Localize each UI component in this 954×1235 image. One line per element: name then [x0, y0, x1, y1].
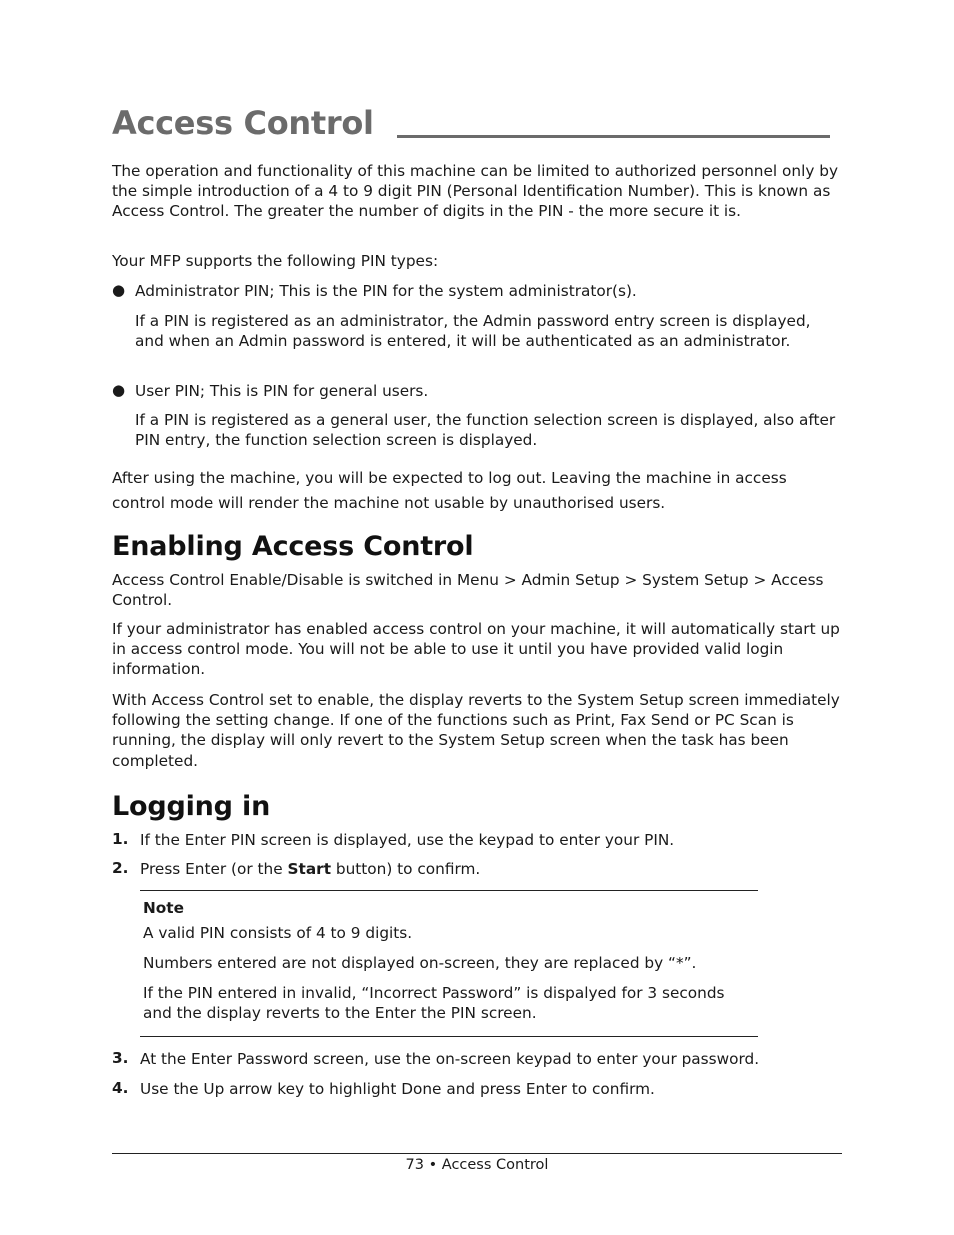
note-top-rule: [140, 890, 758, 891]
page-footer: [112, 1157, 842, 1173]
step-number: 2.: [112, 859, 129, 877]
enabling-paragraph-3: With Access Control set to enable, the display reverts to the System Setup screen immediately following the setting change. If one of the functions such as Print, Fax Send or PC Scan is running, the display will only revert to the System Setup screen when the task has been completed.: [112, 691, 840, 770]
start-button-label: Start: [287, 860, 332, 878]
step-text-post: button) to confirm.: [331, 860, 481, 878]
step-text: At the Enter Password screen, use the on-screen keypad to enter your password.: [140, 1050, 760, 1068]
bullet-admin-pin: Administrator PIN; This is the PIN for the system administrator(s).: [135, 282, 637, 300]
footer-rule: [112, 1153, 842, 1154]
section-heading-logging: Logging in: [112, 791, 271, 822]
note-line: A valid PIN consists of 4 to 9 digits.: [143, 924, 413, 942]
page-number: 73: [405, 1157, 424, 1173]
enabling-paragraph-1: Access Control Enable/Disable is switched in Menu > Admin Setup > System Setup > Access Control.: [112, 571, 824, 610]
step-text: Use the Up arrow key to highlight Done and press Enter to confirm.: [140, 1080, 655, 1098]
footer-separator: •: [428, 1157, 438, 1173]
step-text-pre: Press Enter (or the: [140, 860, 288, 878]
note-line: Numbers entered are not displayed on-screen, they are replaced by “*”.: [143, 954, 697, 972]
step-text: [140, 859, 842, 879]
footer-section: Access Control: [441, 1157, 549, 1173]
note-bottom-rule: [140, 1036, 758, 1037]
step-number: 3.: [112, 1049, 129, 1067]
intro-paragraph-1: The operation and functionality of this machine can be limited to authorized personnel only by the simple introduction of a 4 to 9 digit PIN (Personal Identification Number). This is known as Access Control. The greater the number of digits in the PIN - the more secure it is.: [112, 162, 838, 221]
note-label: Note: [143, 899, 184, 917]
step-number: 1.: [112, 830, 129, 848]
enabling-paragraph-2: If your administrator has enabled access control on your machine, it will automatically start up in access control mode. You will not be able to use it until you have provided valid login information.: [112, 620, 840, 679]
page-title: Access Control: [112, 104, 374, 142]
bullet-admin-pin-detail: If a PIN is registered as an administrator, the Admin password entry screen is displayed, and when an Admin password is entered, it will be authenticated as an administrator.: [135, 312, 811, 351]
section-heading-enabling: Enabling Access Control: [112, 531, 474, 562]
bullet-icon: ●: [112, 381, 126, 399]
intro-paragraph-3: After using the machine, you will be expected to log out. Leaving the machine in access control mode will render the machine not usable by unauthorised users.: [112, 469, 787, 512]
step-number: 4.: [112, 1079, 129, 1097]
intro-paragraph-2: Your MFP supports the following PIN types:: [112, 252, 439, 270]
bullet-user-pin-detail: If a PIN is registered as a general user, the function selection screen is displayed, also after PIN entry, the function selection screen is displayed.: [135, 411, 836, 450]
step-text: If the Enter PIN screen is displayed, use the keypad to enter your PIN.: [140, 831, 675, 849]
title-underline: [397, 135, 830, 138]
bullet-user-pin: User PIN; This is PIN for general users.: [135, 382, 429, 400]
note-line: If the PIN entered in invalid, “Incorrect Password” is dispalyed for 3 seconds and the display reverts to the Enter the PIN screen.: [143, 984, 725, 1022]
page-title-row: [112, 100, 830, 144]
bullet-icon: ●: [112, 281, 126, 299]
